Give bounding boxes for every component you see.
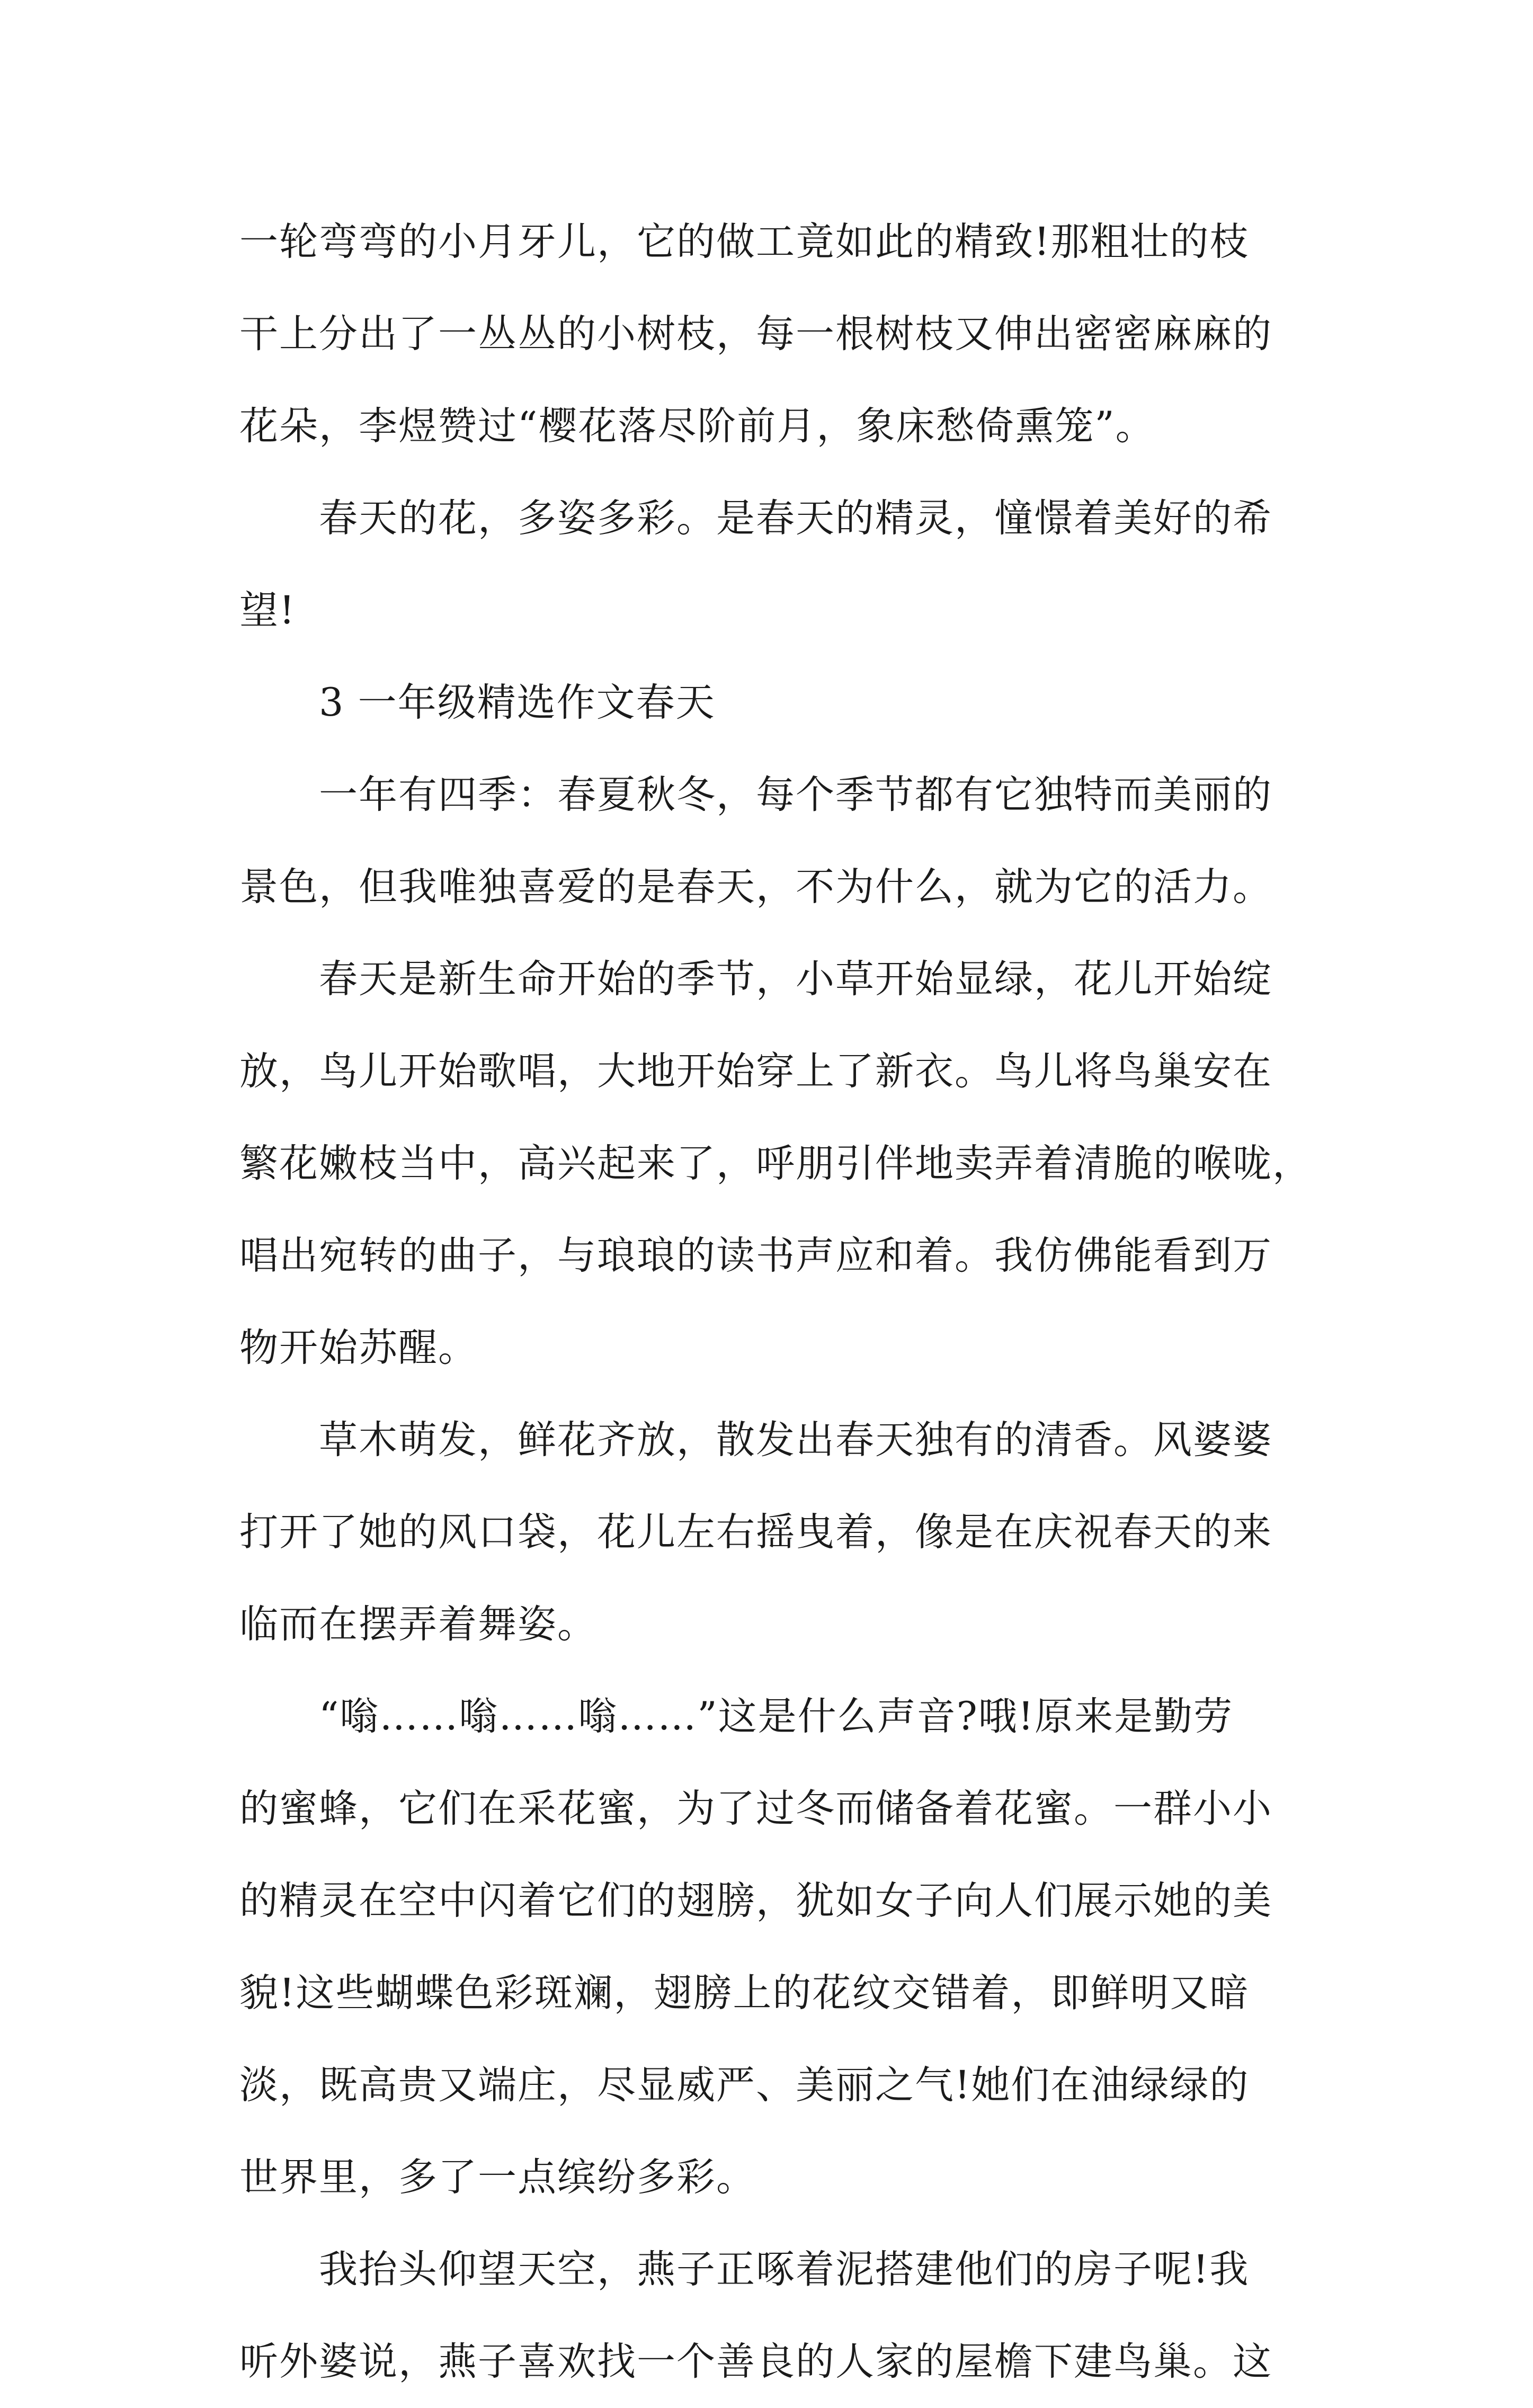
text-line: 我抬头仰望天空，燕子正啄着泥搭建他们的房子呢!我: [319, 2247, 1250, 2292]
text-line: 貌!这些蝴蝶色彩斑斓，翅膀上的花纹交错着，即鲜明又暗: [239, 1970, 1250, 2015]
text-line: 春天的花，多姿多彩。是春天的精灵，憧憬着美好的希: [319, 496, 1272, 541]
text-line: 干上分出了一丛丛的小树枝，每一根树枝又伸出密密麻麻的: [239, 311, 1272, 356]
text-line: 临而在摆弄着舞姿。: [239, 1602, 597, 1647]
text-line: 打开了她的风口袋，花儿左右摇曳着，像是在庆祝春天的来: [239, 1510, 1272, 1555]
section-heading: 3 一年级精选作文春天: [319, 680, 716, 725]
text-line: 世界里，多了一点缤纷多彩。: [239, 2155, 756, 2200]
text-line: 一年有四季：春夏秋冬，每个季节都有它独特而美丽的: [319, 772, 1272, 817]
text-line: 景色，但我唯独喜爱的是春天，不为什么，就为它的活力。: [239, 864, 1272, 909]
text-line: 唱出宛转的曲子，与琅琅的读书声应和着。我仿佛能看到万: [239, 1233, 1272, 1278]
text-line: 的精灵在空中闪着它们的翅膀，犹如女子向人们展示她的美: [239, 1878, 1272, 1923]
text-line: 淡，既高贵又端庄，尽显威严、美丽之气!她们在油绿绿的: [239, 2063, 1250, 2108]
text-line: “嗡……嗡……嗡……”这是什么声音?哦!原来是勤劳: [319, 1694, 1234, 1739]
essay-text: [239, 196, 1315, 2408]
text-line: 望!: [239, 588, 296, 633]
text-line: 草木萌发，鲜花齐放，散发出春天独有的清香。风婆婆: [319, 1417, 1272, 1462]
text-line: 春天是新生命开始的季节，小草开始显绿，花儿开始绽: [319, 957, 1272, 1002]
text-line: 的蜜蜂，它们在采花蜜，为了过冬而储备着花蜜。一群小小: [239, 1786, 1272, 1831]
text-line: 花朵，李煜赞过“樱花落尽阶前月，象床愁倚熏笼”。: [239, 404, 1155, 449]
text-line: 物开始苏醒。: [239, 1325, 478, 1370]
text-line: 一轮弯弯的小月牙儿，它的做工竟如此的精致!那粗壮的枝: [239, 219, 1250, 264]
text-line: 放，鸟儿开始歌唱，大地开始穿上了新衣。鸟儿将鸟巢安在: [239, 1049, 1272, 1094]
text-line: 听外婆说，燕子喜欢找一个善良的人家的屋檐下建鸟巢。这: [239, 2339, 1272, 2384]
text-line: 繁花嫩枝当中，高兴起来了，呼朋引伴地卖弄着清脆的喉咙，: [239, 1141, 1312, 1186]
